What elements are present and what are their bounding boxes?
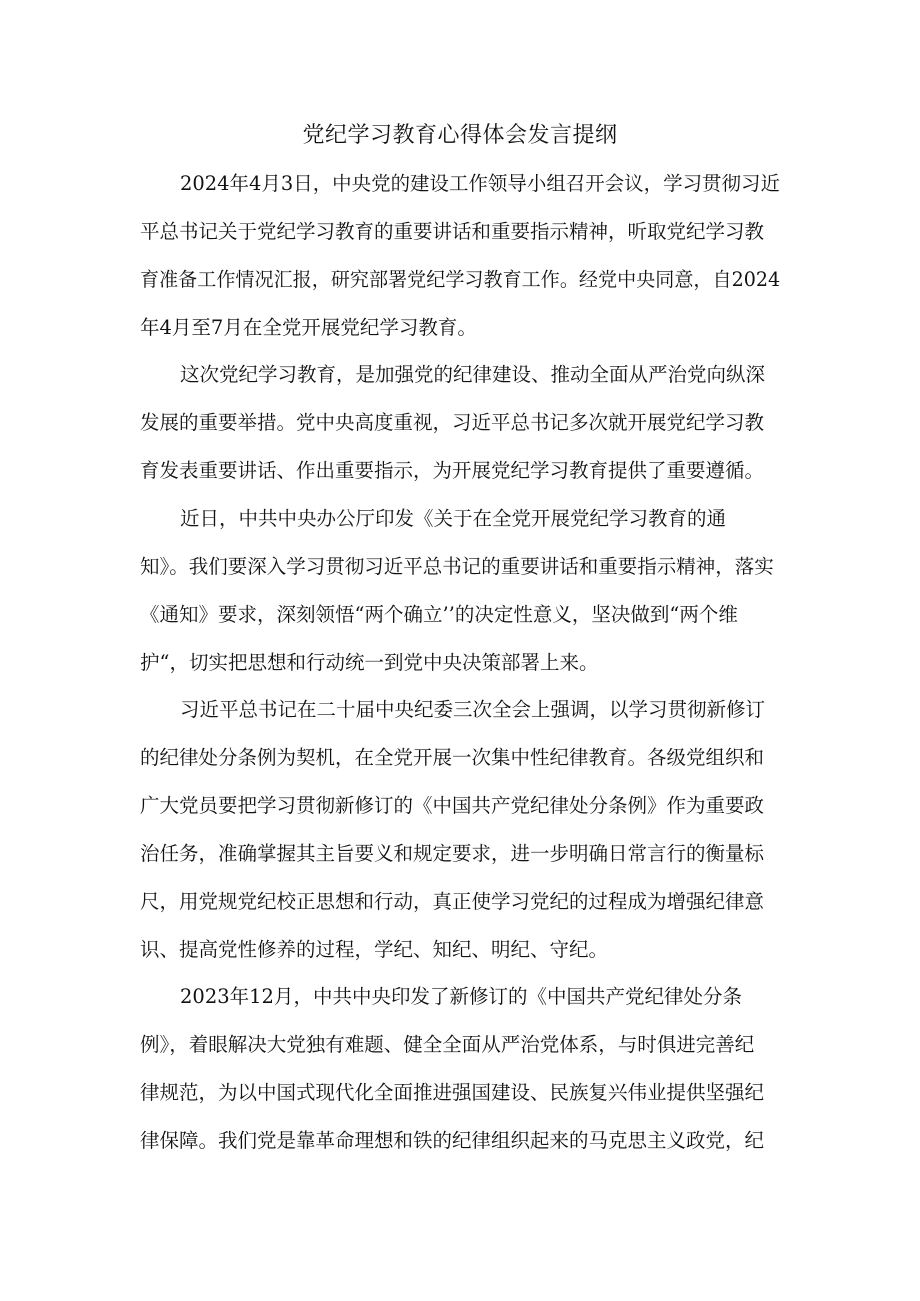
text-line: 律保障。我们党是靠革命理想和铁的纪律组织起来的马克思主义政党，纪 <box>140 1129 765 1152</box>
text-line: 的纪律处分条例为契机，在全党开展一次集中性纪律教育。各级党组织和 <box>140 746 765 769</box>
text-line: 育准备工作情况汇报，研究部署党纪学习教育工作。经党中央同意，自2024 <box>140 268 781 291</box>
text-line: 尺，用党规党纪校正思想和行动，真正使学习党纪的过程成为增强纪律意 <box>140 890 765 913</box>
text-line: 例》，着眼解决大党独有难题、健全全面从严治党体系，与时俱进完善纪 <box>140 1033 755 1056</box>
document-title: 党纪学习教育心得体会发言提纲 <box>302 123 618 148</box>
text-line: 习近平总书记在二十届中央纪委三次全会上强调，以学习贯彻新修订 <box>180 698 766 721</box>
text-line: 育发表重要讲话、作出重要指示，为开展党纪学习教育提供了重要遵循。 <box>140 459 765 482</box>
text-line: 2023年12月，中共中央印发了新修订的《中国共产党纪律处分条 <box>180 985 742 1008</box>
text-line: 广大党员要把学习贯彻新修订的《中国共产党纪律处分条例》作为重要政 <box>140 794 765 817</box>
text-line: 2024年4月3日，中央党的建设工作领导小组召开会议，学习贯彻习近 <box>180 172 780 195</box>
text-line: 近日，中共中央办公厅印发《关于在全党开展党纪学习教育的通 <box>180 507 727 530</box>
text-line: 年4月至7月在全党开展党纪学习教育。 <box>140 316 477 339</box>
text-line: 识、提高党性修养的过程，学纪、知纪、明纪、守纪。 <box>140 938 609 961</box>
text-line: 这次党纪学习教育，是加强党的纪律建设、推动全面从严治党向纵深 <box>180 363 766 386</box>
text-line: 平总书记关于党纪学习教育的重要讲话和重要指示精神，听取党纪学习教 <box>140 220 765 243</box>
text-line: 《通知》要求，深刻领悟“两个确立’’的决定性意义，坚决做到“两个维 <box>140 603 738 626</box>
text-line: 护“，切实把思想和行动统一到党中央决策部署上来。 <box>140 651 599 674</box>
text-line: 知》。我们要深入学习贯彻习近平总书记的重要讲话和重要指示精神，落实 <box>140 555 774 578</box>
text-line: 治任务，准确掌握其主旨要义和规定要求，进一步明确日常言行的衡量标 <box>140 842 765 865</box>
text-line: 发展的重要举措。党中央高度重视，习近平总书记多次就开展党纪学习教 <box>140 411 765 434</box>
text-line: 律规范，为以中国式现代化全面推进强国建设、民族复兴伟业提供坚强纪 <box>140 1081 765 1104</box>
